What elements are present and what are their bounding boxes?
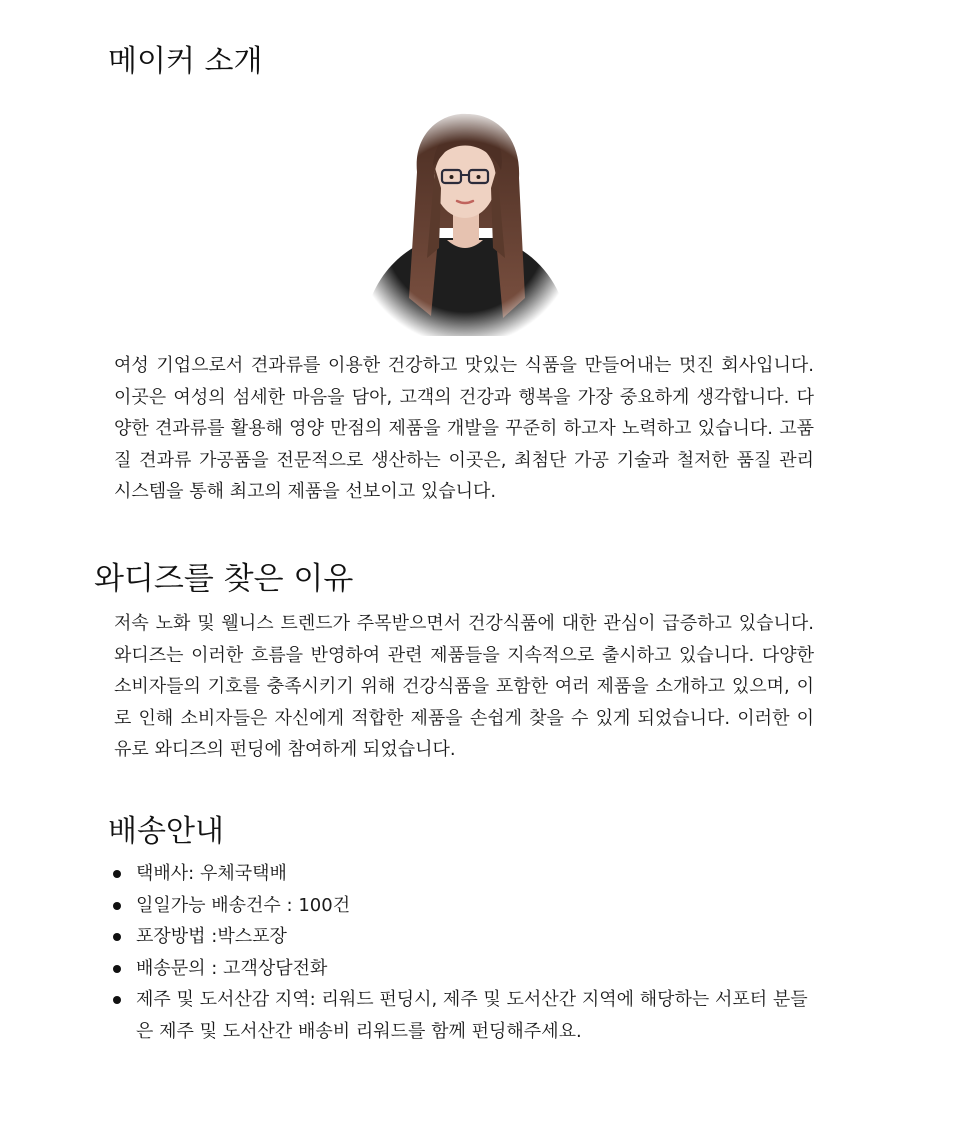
bullet-icon — [113, 933, 121, 941]
shipping-jeju-island-notice: 제주 및 도서산감 지역: 리워드 펀딩시, 제주 및 도서산간 지역에 해당하는 서포터 분들은 제주 및 도서산간 배송비 리워드를 함께 펀딩해주세요. — [136, 989, 808, 1042]
shipping-inquiry: 배송문의 : 고객상담전화 — [136, 957, 328, 979]
shipping-info-list — [108, 858, 818, 1047]
bullet-icon — [113, 996, 121, 1004]
maker-portrait-image — [355, 108, 575, 336]
shipping-info-item — [108, 984, 818, 1047]
bullet-icon — [113, 902, 121, 910]
maker-portrait — [355, 108, 575, 336]
bullet-icon — [113, 965, 121, 973]
bullet-icon — [113, 870, 121, 878]
maker-description: 여성 기업으로서 견과류를 이용한 건강하고 맛있는 식품을 만들어내는 멋진 회사입니다. 이곳은 여성의 섬세한 마음을 담아, 고객의 건강과 행복을 가장 중요하게 생각합니다. 다양한 견과류를 활용해 영양 만점의 제품을 개발을 꾸준히 하고자 노력하고 있습니다. 고품질 견과류 가공품을 전문적으로 생산하는 이곳은, 최첨단 가공 기술과 철저한 품질 관리 시스템을 통해 최고의 제품을 선보이고 있습니다. — [114, 355, 814, 502]
shipping-info-item — [108, 921, 818, 953]
shipping-info-item — [108, 890, 818, 922]
shipping-courier: 택배사: 우체국택배 — [136, 863, 287, 884]
wadiz-reason-description: 저속 노화 및 웰니스 트렌드가 주목받으면서 건강식품에 대한 관심이 급증하고 있습니다. 와디즈는 이러한 흐름을 반영하여 관련 제품들을 지속적으로 출시하고 있습니다. 다양한 소비자들의 기호를 충족시키기 위해 건강식품을 포함한 여러 제품을 소개하고 있으며, 이로 인해 소비자들은 자신에게 적합한 제품을 손쉽게 찾을 수 있게 되었습니다. 이러한 이유로 와디즈의 펀딩에 참여하게 되었습니다. — [114, 613, 814, 760]
shipping-info-item — [108, 953, 818, 985]
shipping-daily-capacity: 일일가능 배송건수 : 100건 — [136, 894, 351, 916]
shipping-info-title: 배송안내 — [108, 814, 224, 849]
shipping-packaging: 포장방법 :박스포장 — [136, 926, 287, 947]
maker-section-title: 메이커 소개 — [108, 44, 263, 79]
wadiz-reason-title: 와디즈를 찾은 이유 — [94, 561, 354, 597]
shipping-info-item — [108, 858, 818, 890]
